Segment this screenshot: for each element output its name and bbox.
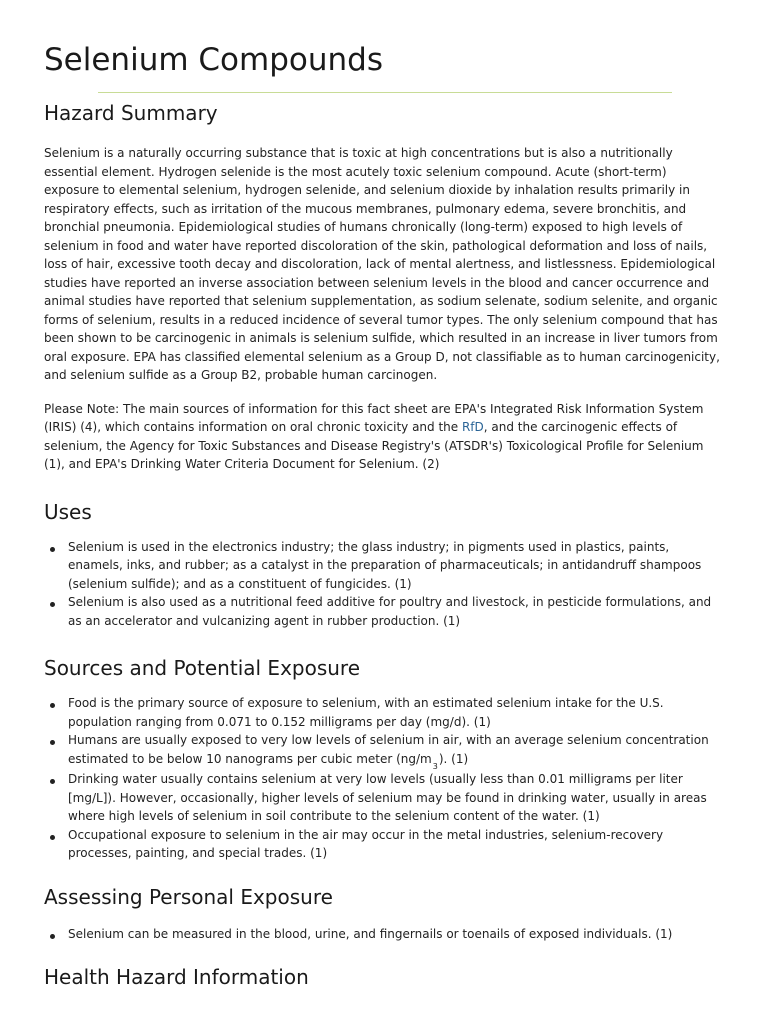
list-item-text-2: air, with an average selenium concentration estimated to be below 10 nanograms per cubic xyxy=(68,733,709,766)
list-item-text: Selenium is used in the electronics industry; the glass industry; in pigments used in plastics, paints, enamels, inks, and rubber; as a catalyst in the preparation of pharmaceuticals; in antidandruff shampoos (selenium sulfide); and as a constituent of fungicides. (1) xyxy=(68,539,702,591)
list-item xyxy=(44,593,724,630)
list-item xyxy=(44,731,724,770)
list-item xyxy=(44,826,724,863)
health-heading: Health Hazard Information xyxy=(44,965,309,989)
bullet-icon xyxy=(50,934,55,939)
title-divider xyxy=(98,92,672,93)
note-text-start: Please Note: The main sources of information for this fact sheet are EPA's Integrated Risk Information System (IRIS) (4), which contains information on oral chronic toxicity and the xyxy=(44,401,704,434)
list-item-text: Selenium can be measured in the blood, urine, and fingernails or toenails of exposed individuals. (1) xyxy=(68,926,673,941)
page-title: Selenium Compounds xyxy=(44,42,383,78)
assessing-list xyxy=(44,925,724,944)
list-item-text: Occupational exposure to selenium in the air may occur in the metal industries, selenium-recovery processes, painting, and special trades. (1) xyxy=(68,827,664,860)
bullet-icon xyxy=(50,602,55,607)
list-item xyxy=(44,538,724,594)
bullet-icon xyxy=(50,779,55,784)
hazard-summary-paragraph: Selenium is a naturally occurring substance that is toxic at high concentrations but is also a nutritionally essential element. Hydrogen selenide is the most acutely toxic selenium compound. Acute (short-term) exposure to elemental selenium, hydrogen selenide, and selenium dioxide by inhalation results primarily in respiratory effects, such as irritation of the mucous membranes, pulmonary edema, severe bronchitis, and bronchial pneumonia. Epidemiological studies of humans chronically (long-term) exposed to high levels of selenium in food and water have reported discoloration of the skin, pathological deformation and loss of nails, loss of hair, excessive tooth decay and discoloration, lack of mental alertness, and listlessness. Epidemiological studies have reported an inverse association between selenium levels in the blood and cancer occurrence and animal studies have reported that selenium supplementation, as sodium selenate, sodium selenite, and organic forms of selenium, results in a reduced incidence of several tumor types. The only selenium compound that has been shown to be carcinogenic in animals is selenium sulfide, which resulted in an increase in liver tumors from oral exposure. EPA has classified elemental selenium as a Group D, not classifiable as to human carcinogenicity, and selenium sulfide as a Group B2, probable human carcinogen. xyxy=(44,146,720,382)
list-item-text-3: meter (ng/m xyxy=(356,751,432,766)
bullet-icon xyxy=(50,703,55,708)
list-item xyxy=(44,694,724,731)
sources-heading: Sources and Potential Exposure xyxy=(44,656,361,680)
bullet-icon xyxy=(50,547,55,552)
list-item xyxy=(44,770,724,826)
uses-heading: Uses xyxy=(44,499,92,524)
bullet-icon xyxy=(50,740,55,745)
rfd-link[interactable]: RfD xyxy=(461,420,484,434)
list-item-text: Selenium is also used as a nutritional feed additive for poultry and livestock, in pesticide formulations, and as an accelerator and vulcanizing agent in rubber production. (1) xyxy=(68,595,712,628)
hazard-summary-heading: Hazard Summary xyxy=(44,101,218,125)
superscript-three: 3 xyxy=(432,761,438,771)
list-item-text-4: ). (1) xyxy=(438,751,469,766)
note-text-end: , and the carcinogenic effects of selenium, the Agency for Toxic Substances and Disease Registry's (ATSDR's) Toxicological Profile for Selenium (1), and EPA's Drinking Water Criteria Document for Selenium. (2) xyxy=(44,420,704,471)
assessing-heading: Assessing Personal Exposure xyxy=(44,884,333,909)
list-item xyxy=(44,925,724,944)
list-item-text: Food is the primary source of exposure to selenium, with an estimated selenium intake for the U.S. population ranging from 0.071 to 0.152 milligrams per day (mg/d). (1) xyxy=(68,696,664,729)
list-item-text: Drinking water usually contains selenium at very low levels (usually less than 0.01 milligrams per liter [mg/L]). However, occasionally, higher levels of selenium may be found in drinking water, usually in areas where high levels of selenium in soil contribute to the selenium content of the water. (1) xyxy=(68,772,707,823)
information-sources-note xyxy=(44,400,724,474)
bullet-icon xyxy=(50,835,55,840)
sources-list xyxy=(44,694,724,863)
uses-list xyxy=(44,538,724,631)
list-item-text: Humans are usually exposed to very low levels of selenium in xyxy=(68,733,440,747)
